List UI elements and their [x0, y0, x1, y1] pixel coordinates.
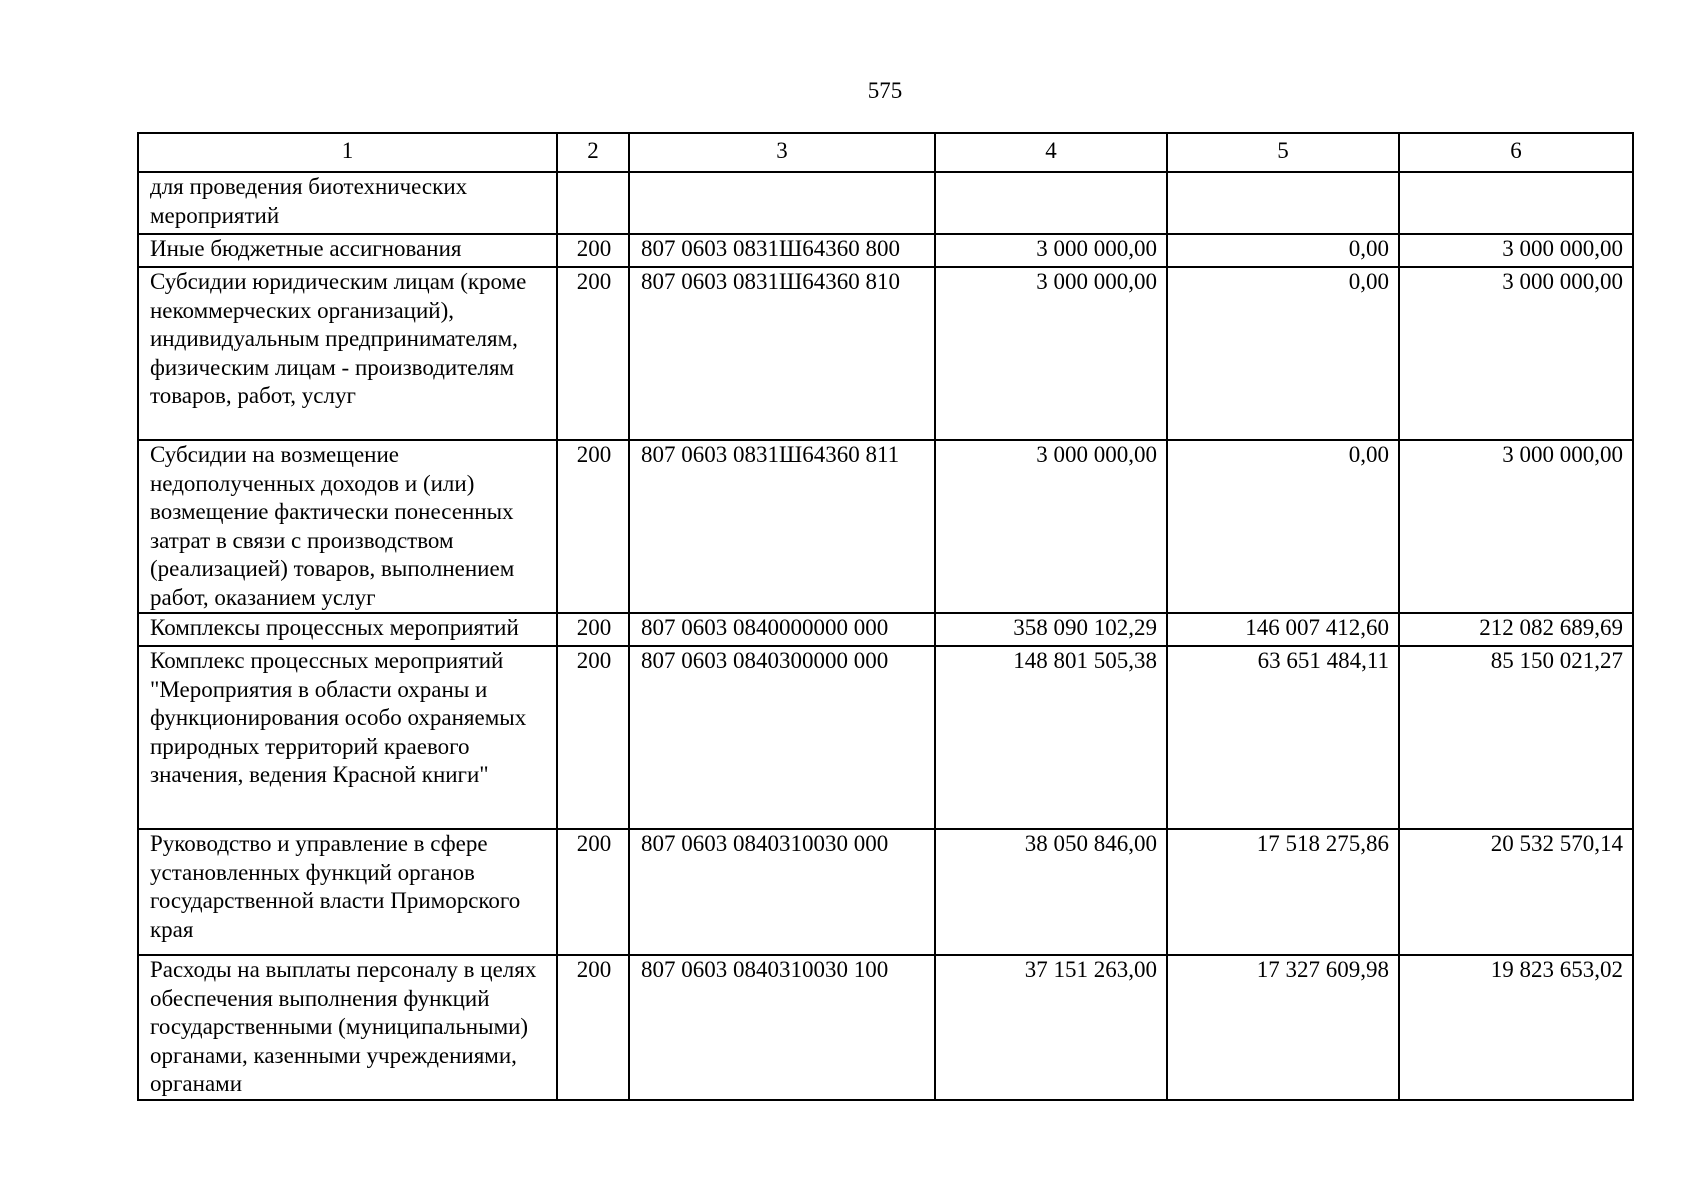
row-amount-col6-cell: 212 082 689,69	[1399, 613, 1633, 646]
row-amount-col4-cell: 37 151 263,00	[935, 955, 1167, 1100]
row-classification-cell	[629, 172, 935, 234]
table-row	[138, 172, 1633, 234]
column-header-1: 1	[138, 133, 557, 172]
row-amount-col5-cell: 17 327 609,98	[1167, 955, 1399, 1100]
table-row	[138, 267, 1633, 440]
row-amount-col4-cell: 3 000 000,00	[935, 440, 1167, 613]
table-row	[138, 234, 1633, 267]
table-row	[138, 829, 1633, 955]
row-name-cell: Иные бюджетные ассигнования	[138, 234, 557, 267]
row-amount-col6-cell: 3 000 000,00	[1399, 234, 1633, 267]
row-amount-col4-cell: 3 000 000,00	[935, 234, 1167, 267]
row-amount-col6-cell: 20 532 570,14	[1399, 829, 1633, 955]
row-amount-col5-cell: 0,00	[1167, 234, 1399, 267]
row-amount-col4-cell: 3 000 000,00	[935, 267, 1167, 440]
row-code-cell: 200	[557, 267, 629, 440]
column-header-5: 5	[1167, 133, 1399, 172]
row-code-cell: 200	[557, 234, 629, 267]
row-code-cell: 200	[557, 829, 629, 955]
row-name-cell: Субсидии юридическим лицам (кроме некоммерческих организаций), индивидуальным предпринимателям, физическим лицам - производителям товаров, работ, услуг	[138, 267, 557, 440]
row-classification-cell: 807 0603 0840300000 000	[629, 646, 935, 829]
budget-table	[137, 132, 1634, 1101]
table-header-row	[138, 133, 1633, 172]
row-amount-col5-cell	[1167, 172, 1399, 234]
row-name-cell: Субсидии на возмещение недополученных доходов и (или) возмещение фактически понесенных затрат в связи с производством (реализацией) товаров, выполнением работ, оказанием услуг	[138, 440, 557, 613]
row-amount-col6-cell: 85 150 021,27	[1399, 646, 1633, 829]
column-header-2: 2	[557, 133, 629, 172]
row-name-cell: Комплекс процессных мероприятий "Мероприятия в области охраны и функционирования особо охраняемых природных территорий краевого значения, ведения Красной книги"	[138, 646, 557, 829]
row-classification-cell: 807 0603 0840000000 000	[629, 613, 935, 646]
row-amount-col4-cell: 358 090 102,29	[935, 613, 1167, 646]
column-header-6: 6	[1399, 133, 1633, 172]
row-classification-cell: 807 0603 0840310030 100	[629, 955, 935, 1100]
row-amount-col5-cell: 17 518 275,86	[1167, 829, 1399, 955]
row-amount-col6-cell: 19 823 653,02	[1399, 955, 1633, 1100]
column-header-3: 3	[629, 133, 935, 172]
row-amount-col6-cell: 3 000 000,00	[1399, 440, 1633, 613]
row-name-cell: Руководство и управление в сфере установленных функций органов государственной власти Приморского края	[138, 829, 557, 955]
row-classification-cell: 807 0603 0831Ш64360 810	[629, 267, 935, 440]
row-amount-col4-cell	[935, 172, 1167, 234]
table-row	[138, 613, 1633, 646]
row-code-cell	[557, 172, 629, 234]
table-row	[138, 440, 1633, 613]
row-name-cell: Комплексы процессных мероприятий	[138, 613, 557, 646]
row-name-cell: Расходы на выплаты персоналу в целях обеспечения выполнения функций государственными (муниципальными) органами, казенными учреждениями, органами	[138, 955, 557, 1100]
row-amount-col5-cell: 0,00	[1167, 267, 1399, 440]
row-amount-col5-cell: 63 651 484,11	[1167, 646, 1399, 829]
row-amount-col6-cell: 3 000 000,00	[1399, 267, 1633, 440]
row-amount-col6-cell	[1399, 172, 1633, 234]
row-name-cell: для проведения биотехнических мероприятий	[138, 172, 557, 234]
row-classification-cell: 807 0603 0831Ш64360 800	[629, 234, 935, 267]
row-amount-col4-cell: 38 050 846,00	[935, 829, 1167, 955]
table-row	[138, 646, 1633, 829]
row-code-cell: 200	[557, 646, 629, 829]
column-header-4: 4	[935, 133, 1167, 172]
row-code-cell: 200	[557, 613, 629, 646]
table-row	[138, 955, 1633, 1100]
row-classification-cell: 807 0603 0840310030 000	[629, 829, 935, 955]
row-code-cell: 200	[557, 440, 629, 613]
row-amount-col4-cell: 148 801 505,38	[935, 646, 1167, 829]
row-code-cell: 200	[557, 955, 629, 1100]
page-number: 575	[867, 78, 903, 103]
row-amount-col5-cell: 146 007 412,60	[1167, 613, 1399, 646]
row-classification-cell: 807 0603 0831Ш64360 811	[629, 440, 935, 613]
row-amount-col5-cell: 0,00	[1167, 440, 1399, 613]
